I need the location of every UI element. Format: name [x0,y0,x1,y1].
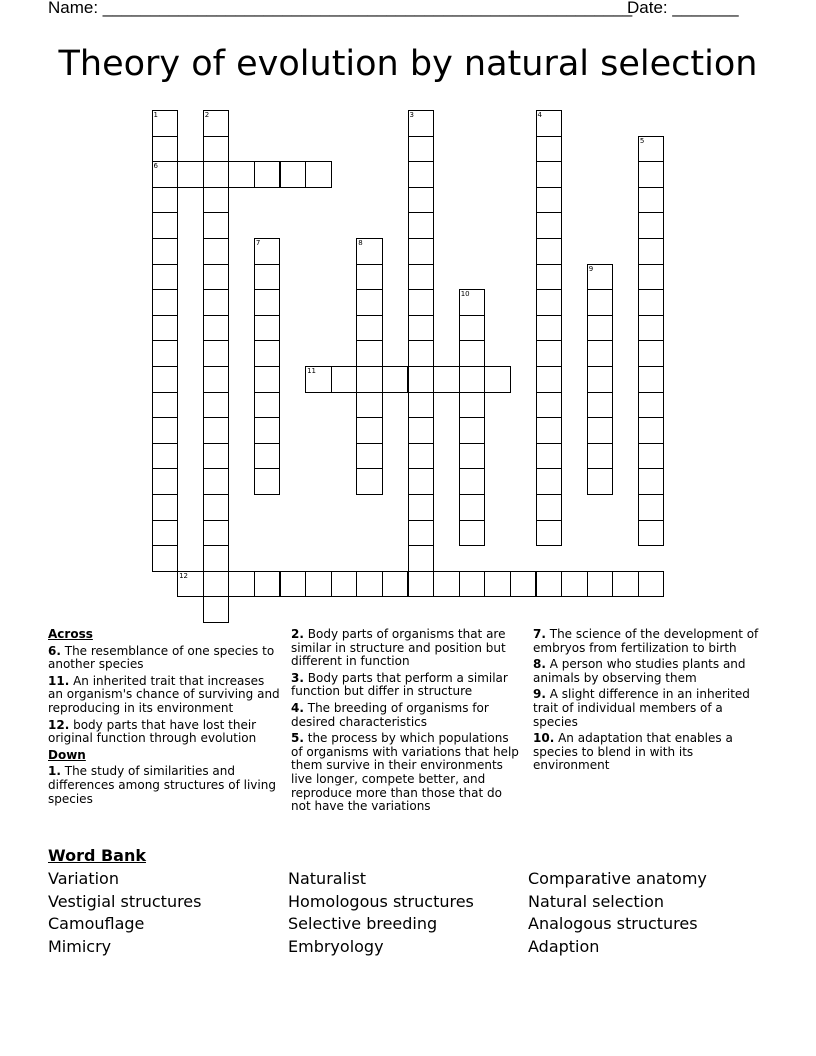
clue-text: body parts that have lost their original function through evolution [48,717,257,746]
crossword-cell[interactable] [152,187,179,214]
crossword-cell[interactable] [408,494,435,521]
crossword-cell[interactable] [203,289,230,316]
crossword-cell[interactable] [459,494,486,521]
crossword-cell[interactable] [408,571,435,598]
clue-number: 10. [533,731,555,746]
crossword-cell[interactable] [408,161,435,188]
clue-text: The breeding of organisms for desired characteristics [291,700,489,729]
clue-number: 11. [48,673,70,688]
crossword-cell[interactable] [459,340,486,367]
crossword-cell[interactable] [152,545,179,572]
clue-number: 2. [291,627,304,641]
crossword-cell[interactable] [305,366,332,393]
clue-text: An inherited trait that increases an organism's chance of surviving and reproducing in its environment [48,673,280,715]
crossword-cell[interactable] [638,494,665,521]
word-bank-item: Vestigial structures [48,891,202,911]
crossword-cell[interactable] [382,571,409,598]
clue-down-1 [48,765,280,806]
crossword-cell[interactable] [254,238,281,265]
word-bank-item: Analogous structures [528,914,698,934]
crossword-cell[interactable] [536,136,563,163]
crossword-cell[interactable] [536,238,563,265]
word-bank-item: Embryology [288,936,384,956]
crossword-cell[interactable] [638,238,665,265]
crossword-cell[interactable] [152,366,179,393]
word-bank-item: Natural selection [528,891,665,911]
crossword-cell[interactable] [254,366,281,393]
crossword-cell[interactable] [638,161,665,188]
crossword-cell[interactable] [408,264,435,291]
crossword-cell[interactable] [536,187,563,214]
crossword-cell[interactable] [638,392,665,419]
clue-text: A slight difference in an inherited trait of individual members of a species [533,687,750,729]
crossword-cell[interactable] [305,161,332,188]
crossword-cell[interactable] [408,212,435,239]
crossword-cell[interactable] [152,161,179,188]
crossword-cell[interactable] [203,545,230,572]
crossword-cell[interactable] [408,468,435,495]
crossword-cell[interactable] [408,392,435,419]
crossword-cell[interactable] [408,238,435,265]
crossword-cell[interactable] [356,264,383,291]
crossword-cell[interactable] [177,571,204,598]
crossword-cell[interactable] [587,392,614,419]
crossword-cell[interactable] [203,417,230,444]
clue-number: 4. [291,700,304,715]
crossword-cell[interactable] [331,366,358,393]
clue-number: 3. [291,670,304,685]
crossword-cell[interactable] [484,571,511,598]
crossword-cell[interactable] [638,264,665,291]
clue-across-11 [48,675,280,716]
crossword-cell[interactable] [152,289,179,316]
crossword-cell[interactable] [203,520,230,547]
word-bank-title: Word Bank [48,846,147,865]
crossword-cell[interactable] [254,571,281,598]
crossword-cell[interactable] [177,161,204,188]
crossword-cell[interactable] [536,366,563,393]
crossword-cell[interactable] [203,443,230,470]
crossword-cell[interactable] [459,417,486,444]
crossword-cell[interactable] [203,366,230,393]
word-bank-item: Variation [48,869,119,888]
crossword-cell[interactable] [408,315,435,342]
clue-number-label: 3 [409,111,414,119]
crossword-cell[interactable] [536,161,563,188]
crossword-cell[interactable] [254,468,281,495]
crossword-cell[interactable] [587,443,614,470]
clue-number-label: 6 [153,162,158,171]
crossword-cell[interactable] [305,571,332,598]
crossword-cell[interactable] [152,392,179,419]
clue-down-2 [291,628,523,669]
crossword-cell[interactable] [152,417,179,444]
crossword-cell[interactable] [638,289,665,316]
crossword-cell[interactable] [203,494,230,521]
clue-text: the process by which populations of organisms with variations that help them survive in their environments live longer, compete better, and reproduce more than those that do not have the variations [291,731,519,814]
clues-column-2 [291,628,523,817]
down-heading: Down [48,747,86,762]
crossword-cell[interactable] [536,443,563,470]
crossword-cell[interactable] [587,340,614,367]
crossword-cell[interactable] [382,366,409,393]
crossword-cell[interactable] [203,187,230,214]
crossword-cell[interactable] [254,264,281,291]
clue-number: 7. [533,627,546,641]
clue-down-5 [291,732,523,814]
clue-number-label: 12 [179,571,189,580]
crossword-cell[interactable] [638,136,665,163]
crossword-cell[interactable] [203,212,230,239]
crossword-cell[interactable] [356,443,383,470]
crossword-cell[interactable] [484,366,511,393]
crossword-cell[interactable] [408,443,435,470]
clue-across-6 [48,645,280,672]
clue-text: The resemblance of one species to another species [48,643,275,672]
word-bank-column-2 [288,868,474,958]
crossword-cell[interactable] [536,392,563,419]
crossword-cell[interactable] [536,315,563,342]
crossword-cell[interactable] [228,571,255,598]
crossword-cell[interactable] [331,571,358,598]
crossword-cell[interactable] [587,289,614,316]
crossword-cell[interactable] [459,571,486,598]
word-bank-item: Camouflage [48,914,145,934]
crossword-cell[interactable] [638,366,665,393]
crossword-cell[interactable] [638,443,665,470]
crossword-cell[interactable] [152,340,179,367]
crossword-cell[interactable] [356,238,383,265]
crossword-cell[interactable] [152,238,179,265]
crossword-cell[interactable] [254,161,281,188]
clues-column-3 [533,628,765,776]
crossword-cell[interactable] [152,264,179,291]
crossword-cell[interactable] [638,468,665,495]
crossword-cell[interactable] [536,417,563,444]
crossword-cell[interactable] [203,468,230,495]
crossword-cell[interactable] [356,340,383,367]
crossword-cell[interactable] [587,571,614,598]
crossword-cell[interactable] [408,520,435,547]
clue-text: The science of the development of embryos from fertilization to birth [533,627,759,655]
crossword-cell[interactable] [254,340,281,367]
crossword-cell[interactable] [152,468,179,495]
crossword-cell[interactable] [203,136,230,163]
crossword-cell[interactable] [203,392,230,419]
clue-text: Body parts that perform a similar function but differ in structure [291,670,508,699]
crossword-cell[interactable] [152,520,179,547]
crossword-cell[interactable] [408,289,435,316]
clue-down-3 [291,672,523,699]
crossword-cell[interactable] [254,417,281,444]
clue-number: 6. [48,643,61,658]
crossword-cell[interactable] [459,520,486,547]
clue-number: 8. [533,657,546,672]
across-heading: Across [48,627,93,641]
clue-number-label: 9 [588,264,594,273]
word-bank-item: Adaption [528,936,600,956]
clue-text: A person who studies plants and animals by observing them [533,657,746,685]
crossword-cell[interactable] [459,366,486,393]
word-bank-column-3 [528,868,707,958]
crossword-cell[interactable] [152,315,179,342]
crossword-cell[interactable] [254,315,281,342]
word-bank-item: Selective breeding [288,914,438,934]
clue-down-9 [533,688,765,729]
clue-number-label: 5 [639,136,645,145]
crossword-cell[interactable] [638,315,665,342]
clue-down-4 [291,702,523,729]
clue-number-label: 4 [537,111,542,119]
clue-number-label: 11 [307,367,317,375]
crossword-cell[interactable] [152,494,179,521]
clue-text: Body parts of organisms that are similar in structure and position but different in function [291,627,506,669]
crossword-cell[interactable] [356,315,383,342]
clue-number: 12. [48,717,70,732]
crossword-cell[interactable] [356,571,383,598]
clue-text: The study of similarities and differences among structures of living species [48,764,276,806]
word-bank-item: Homologous structures [288,891,474,911]
crossword-cell[interactable] [638,417,665,444]
crossword-cell[interactable] [587,366,614,393]
crossword-cell[interactable] [356,417,383,444]
crossword-cell[interactable] [638,187,665,214]
clue-number-label: 2 [204,111,210,119]
clue-number-label: 10 [460,290,470,299]
crossword-cell[interactable] [561,571,588,598]
clue-down-10 [533,732,765,773]
crossword-cell[interactable] [408,340,435,367]
crossword-cell[interactable] [536,264,563,291]
crossword-cell[interactable] [433,571,460,598]
crossword-cell[interactable] [203,571,230,598]
crossword-cell[interactable] [254,443,281,470]
crossword-cell[interactable] [459,443,486,470]
crossword-cell[interactable] [203,264,230,291]
crossword-cell[interactable] [203,110,230,137]
clue-across-12 [48,719,280,746]
crossword-cell[interactable] [536,110,563,137]
crossword-cell[interactable] [152,136,179,163]
crossword-cell[interactable] [536,468,563,495]
crossword-cell[interactable] [203,161,230,188]
crossword-cell[interactable] [408,545,435,572]
crossword-cell[interactable] [638,340,665,367]
clue-number: 5. [291,731,304,746]
crossword-cell[interactable] [254,289,281,316]
crossword-cell[interactable] [433,366,460,393]
crossword-cell[interactable] [280,161,307,188]
crossword-cell[interactable] [587,468,614,495]
clue-down-8 [533,658,765,685]
clue-number: 9. [533,687,546,702]
word-bank-item: Naturalist [288,869,367,888]
crossword-cell[interactable] [408,187,435,214]
crossword-cell[interactable] [510,571,537,598]
crossword-cell[interactable] [203,238,230,265]
clues-column-1 [48,628,280,809]
date-field-label: Date: _______ [627,0,739,17]
crossword-cell[interactable] [408,110,435,137]
crossword-cell[interactable] [459,289,486,316]
crossword-cell[interactable] [536,212,563,239]
clue-text: An adaptation that enables a species to blend in with its environment [533,731,733,773]
crossword-cell[interactable] [459,468,486,495]
crossword-cell[interactable] [638,212,665,239]
crossword-cell[interactable] [203,340,230,367]
word-bank-column-1 [48,868,201,958]
clue-number-label: 8 [358,239,363,247]
word-bank-item: Mimicry [48,936,112,956]
crossword-cell[interactable] [587,315,614,342]
crossword-cell[interactable] [254,392,281,419]
crossword-cell[interactable] [408,136,435,163]
crossword-cell[interactable] [152,110,179,137]
clue-number-label: 7 [255,239,261,247]
crossword-cell[interactable] [587,264,614,291]
crossword-cell[interactable] [536,289,563,316]
crossword-cell[interactable] [152,212,179,239]
crossword-cell[interactable] [536,494,563,521]
crossword-cell[interactable] [638,520,665,547]
clue-number-label: 1 [153,111,158,119]
crossword-cell[interactable] [408,417,435,444]
crossword-cell[interactable] [408,366,435,393]
clue-number: 1. [48,764,61,779]
crossword-cell[interactable] [356,366,383,393]
word-bank-item: Comparative anatomy [528,869,707,888]
crossword-cell[interactable] [280,571,307,598]
crossword-cell[interactable] [536,340,563,367]
crossword-cell[interactable] [228,161,255,188]
crossword-cell[interactable] [459,392,486,419]
crossword-cell[interactable] [612,571,639,598]
clue-down-7 [533,628,765,655]
crossword-cell[interactable] [459,315,486,342]
crossword-cell[interactable] [203,315,230,342]
name-field-label: Name: ________________________________________________________ [48,0,633,17]
crossword-cell[interactable] [536,571,563,598]
crossword-cell[interactable] [638,571,665,598]
crossword-cell[interactable] [356,468,383,495]
crossword-cell[interactable] [356,392,383,419]
crossword-cell[interactable] [356,289,383,316]
crossword-cell[interactable] [203,596,230,623]
crossword-cell[interactable] [152,443,179,470]
crossword-cell[interactable] [587,417,614,444]
crossword-cell[interactable] [536,520,563,547]
page-title: Theory of evolution by natural selection [58,44,758,84]
